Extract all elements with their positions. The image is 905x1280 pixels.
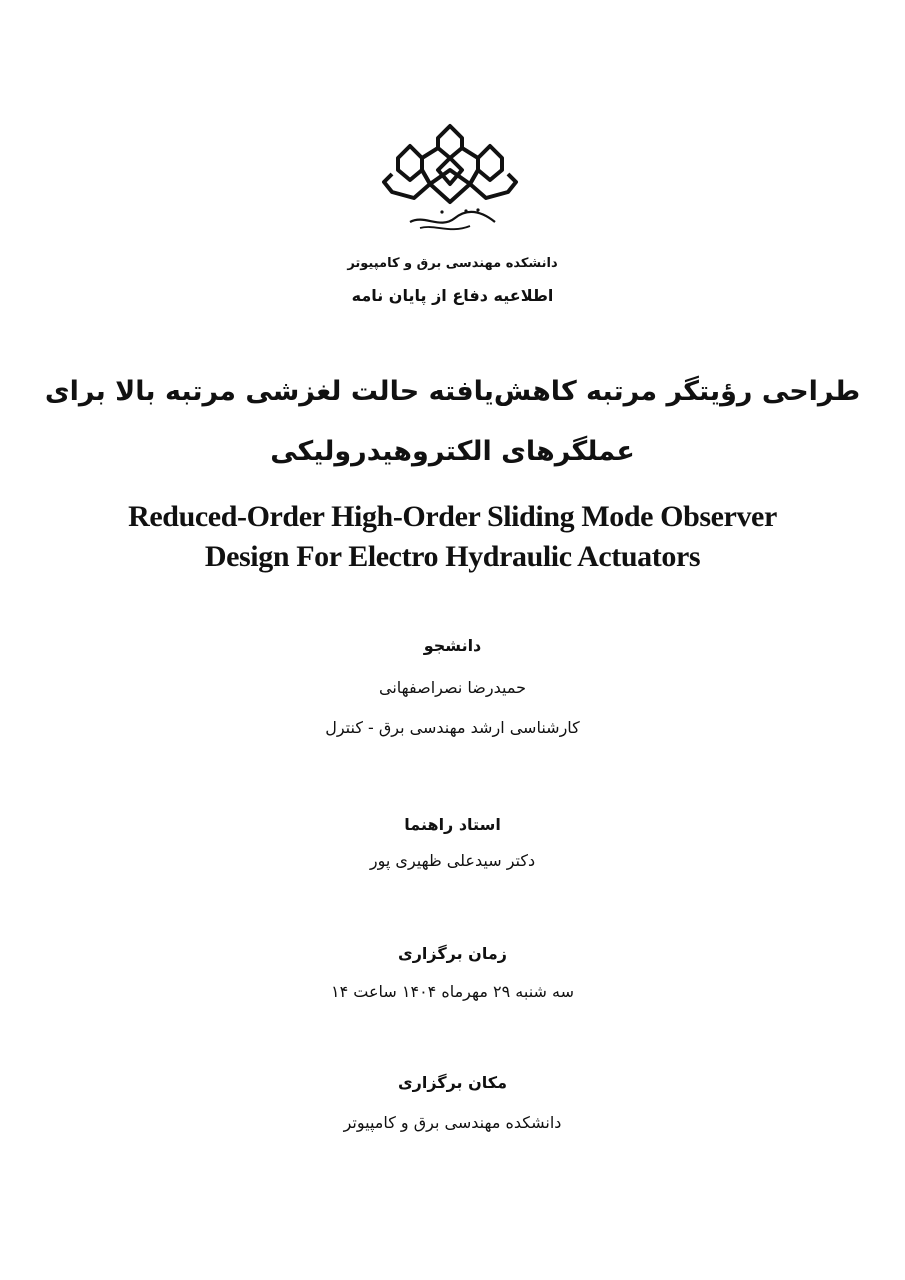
time-value: سه شنبه ۲۹ مهرماه ۱۴۰۴ ساعت ۱۴ <box>330 982 575 1001</box>
english-title-line-2: Design For Electro Hydraulic Actuators <box>204 540 701 573</box>
student-name: حمیدرضا نصراصفهانی <box>379 678 526 697</box>
persian-title-line-1: طراحی رؤیتگر مرتبه کاهش‌یافته حالت لغزشی مرتبه بالا برای <box>44 376 861 407</box>
advisor-name: دکتر سیدعلی ظهیری پور <box>369 851 536 870</box>
announcement-heading: اطلاعیه دفاع از پایان نامه <box>351 286 554 305</box>
faculty-name: دانشکده مهندسی برق و کامپیوتر <box>347 256 558 271</box>
time-label: زمان برگزاری <box>398 944 507 963</box>
place-label: مکان برگزاری <box>397 1073 508 1092</box>
student-label: دانشجو <box>423 636 482 655</box>
university-logo-icon <box>380 118 520 238</box>
advisor-label: استاد راهنما <box>404 815 501 834</box>
place-value: دانشکده مهندسی برق و کامپیوتر <box>343 1113 562 1132</box>
english-title-line-1: Reduced-Order High-Order Sliding Mode Observer <box>128 500 777 533</box>
persian-title-line-2: عملگرهای الکتروهیدرولیکی <box>270 436 635 467</box>
student-degree-field: کارشناسی ارشد مهندسی برق - کنترل <box>325 718 580 737</box>
